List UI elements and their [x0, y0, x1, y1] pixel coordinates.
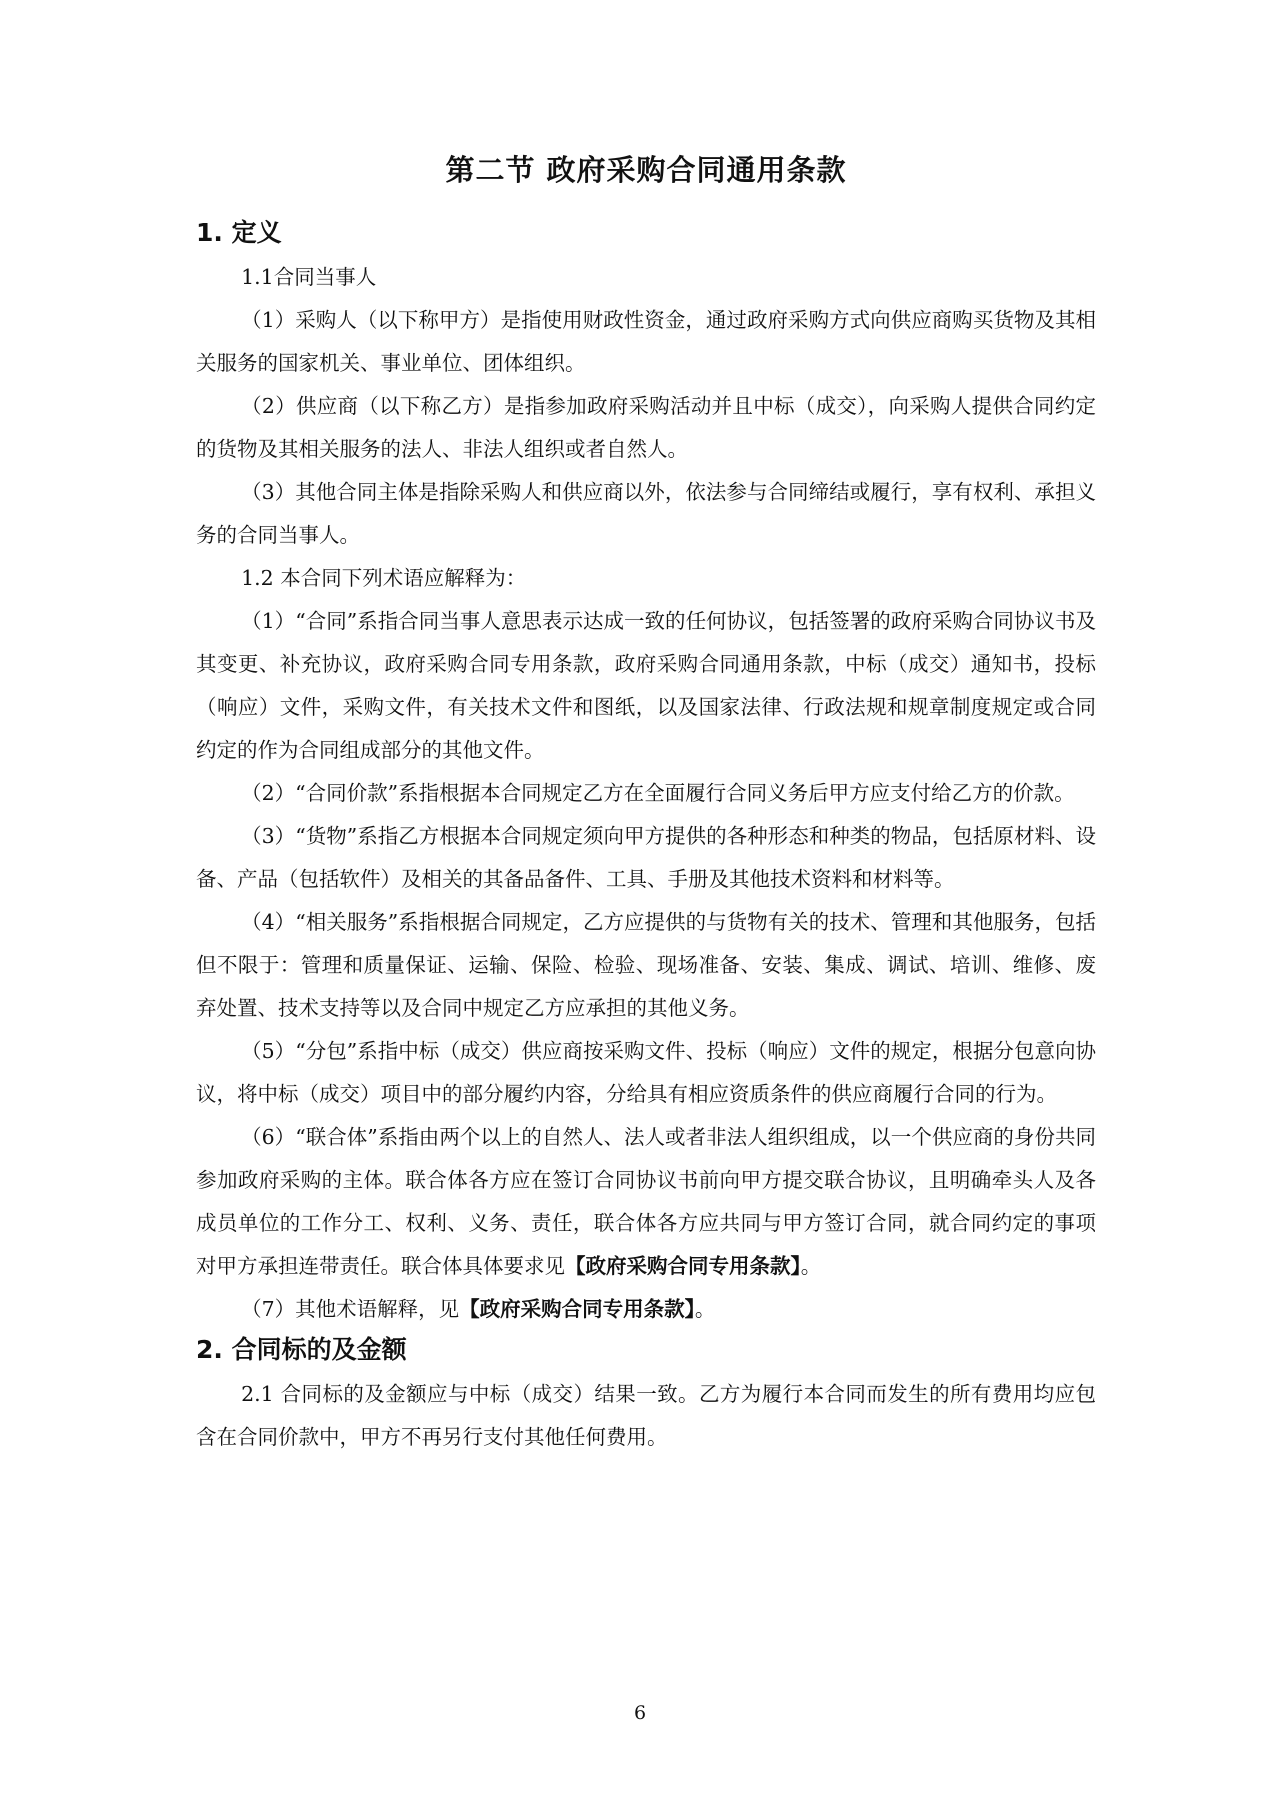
term-other-reference: 【政府采购合同专用条款】 — [459, 1297, 695, 1321]
paragraph-purchaser: （1）采购人（以下称甲方）是指使用财政性资金，通过政府采购方式向供应商购买货物及其相关服务的国家机关、事业单位、团体组织。 — [196, 308, 1096, 375]
section-1 — [196, 214, 1096, 1331]
paragraph-subject-amount: 2.1 合同标的及金额应与中标（成交）结果一致。乙方为履行本合同而发生的所有费用均应包含在合同价款中，甲方不再另行支付其他任何费用。 — [196, 1382, 1096, 1449]
term-consortium — [196, 1116, 1096, 1288]
section-heading-subject-amount: 2. 合同标的及金额 — [196, 1335, 407, 1364]
term-goods: （3）“货物”系指乙方根据本合同规定须向甲方提供的各种形态和种类的物品，包括原材料、设备、产品（包括软件）及相关的其备品备件、工具、手册及其他技术资料和材料等。 — [196, 824, 1096, 891]
paragraph-supplier: （2）供应商（以下称乙方）是指参加政府采购活动并且中标（成交），向采购人提供合同约定的货物及其相关服务的法人、非法人组织或者自然人。 — [196, 394, 1096, 461]
section-2 — [196, 1331, 1096, 1459]
subsection-1-2: 1.2 本合同下列术语应解释为： — [241, 566, 527, 590]
term-subcontract: （5）“分包”系指中标（成交）供应商按采购文件、投标（响应）文件的规定，根据分包意向协议，将中标（成交）项目中的部分履约内容，分给具有相应资质条件的供应商履行合同的行为。 — [196, 1039, 1096, 1106]
subsection-1-1: 1.1合同当事人 — [241, 265, 377, 289]
term-consortium-reference: 【政府采购合同专用条款】 — [565, 1254, 801, 1278]
term-other-text: （7）其他术语解释，见 — [241, 1297, 460, 1321]
page-title: 第二节 政府采购合同通用条款 — [445, 153, 847, 187]
page-number: 6 — [633, 1702, 647, 1724]
term-contract-price: （2）“合同价款”系指根据本合同规定乙方在全面履行合同义务后甲方应支付给乙方的价款。 — [241, 781, 1075, 805]
term-related-services: （4）“相关服务”系指根据合同规定，乙方应提供的与货物有关的技术、管理和其他服务，包括但不限于：管理和质量保证、运输、保险、检验、现场准备、安装、集成、调试、培训、维修、废弃处置、技术支持等以及合同中规定乙方应承担的其他义务。 — [196, 910, 1096, 1020]
paragraph-other-parties: （3）其他合同主体是指除采购人和供应商以外，依法参与合同缔结或履行，享有权利、承担义务的合同当事人。 — [196, 480, 1096, 547]
term-other-end: 。 — [694, 1297, 716, 1321]
term-other — [196, 1288, 1096, 1331]
section-heading-definitions: 1. 定义 — [196, 218, 282, 247]
term-consortium-text: （6）“联合体”系指由两个以上的自然人、法人或者非法人组织组成，以一个供应商的身份共同参加政府采购的主体。联合体各方应在签订合同协议书前向甲方提交联合协议，且明确牵头人及各成员单位的工作分工、权利、义务、责任，联合体各方应共同与甲方签订合同，就合同约定的事项对甲方承担连带责任。联合体具体要求见 — [196, 1125, 1096, 1278]
term-contract: （1）“合同”系指合同当事人意思表示达成一致的任何协议，包括签署的政府采购合同协议书及其变更、补充协议，政府采购合同专用条款，政府采购合同通用条款，中标（成交）通知书，投标（响应）文件，采购文件，有关技术文件和图纸，以及国家法律、行政法规和规章制度规定或合同约定的作为合同组成部分的其他文件。 — [196, 609, 1096, 762]
term-consortium-end: 。 — [800, 1254, 822, 1278]
page-content — [196, 150, 1096, 1459]
